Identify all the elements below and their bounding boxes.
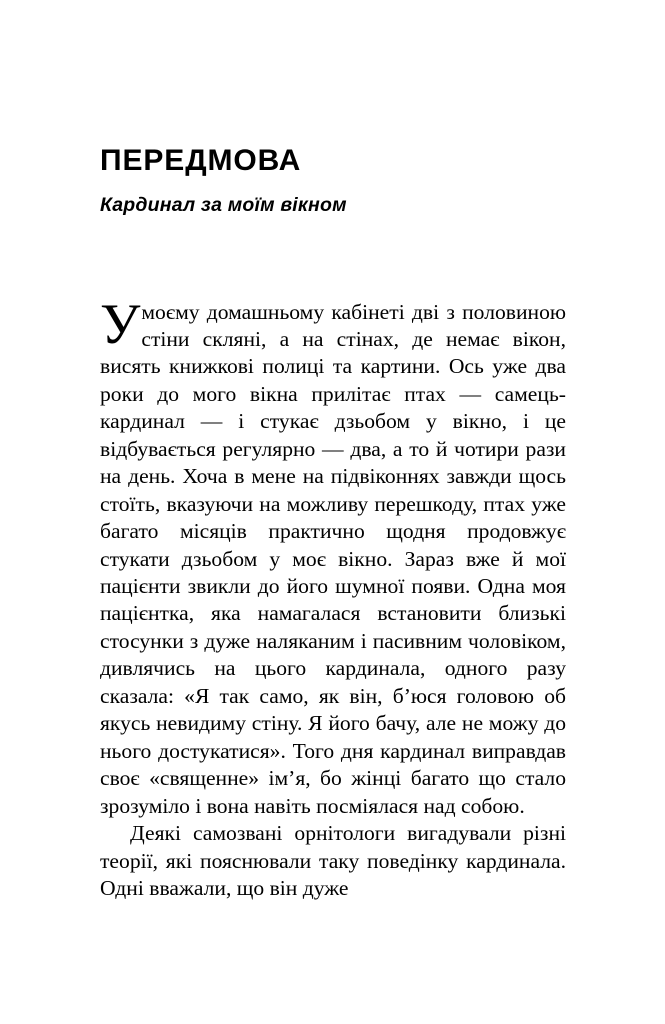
page-content <box>100 0 566 902</box>
paragraph-2: Деякі самозвані орнітологи вигадували різні теорії, які пояснювали таку поведінку кардинала. Одні вважали, що він дуже <box>100 821 566 901</box>
paragraph-1: Умоєму домашньому кабінеті дві з половиною стіни скляні, а на стінах, де немає вікон, висять книжкові полиці та картини. Ось уже два роки до мого вікна прилітає птах — самець-кардинал — і стукає дзьобом у вікно, і це відбувається регулярно — два, а то й чотири рази на день. Хоча в мене на підвіконнях завжди щось стоїть, вказуючи на можливу перешкоду, птах уже багато місяців практично щодня продовжує стукати дзьобом у моє вікно. Зараз вже й мої пацієнти звикли до його шумної появи. Одна моя пацієнтка, яка намагалася встановити близькі стосунки з дуже наляканим і пасивним чоловіком, дивлячись на цього кардинала, одного разу сказала: «Я так само, як він, б’юся головою об якусь невидиму стіну. Я його бачу, але не можу до нього достукатися». Того дня кардинал виправдав своє «священне» ім’я, бо жінці багато що стало зрозуміло і вона навіть посміялася над собою. <box>100 292 566 818</box>
body-text-block <box>100 216 566 903</box>
page-subtitle: Кардинал за моїм вікном <box>100 194 347 216</box>
page-bottom-margin <box>0 952 665 1024</box>
page-title: ПЕРЕДМОВА <box>100 144 302 177</box>
